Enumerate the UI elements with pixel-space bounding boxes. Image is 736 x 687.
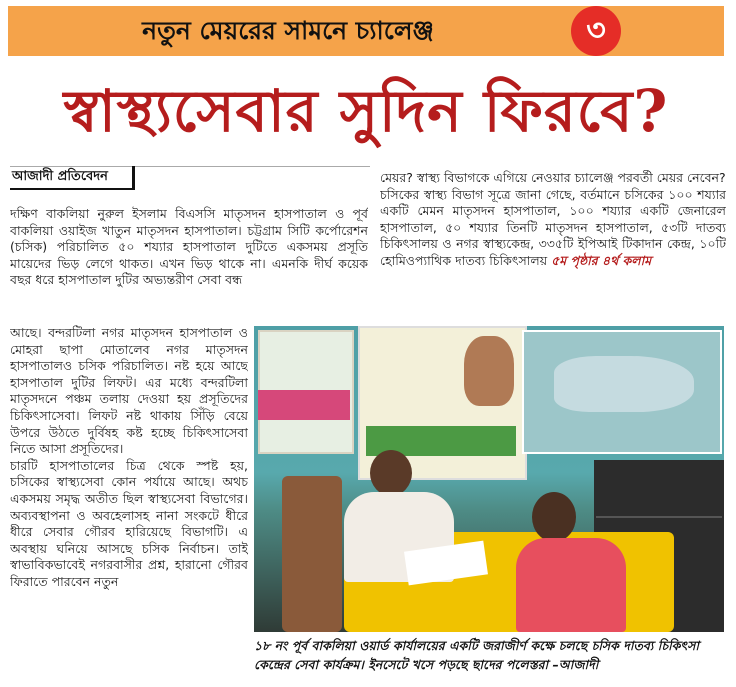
news-photo — [254, 326, 724, 632]
article-paragraph: মেয়র? স্বাস্থ্য বিভাগকে এগিয়ে নেওয়ার চ্যালেঞ্জ পরবর্তী মেয়র নেবেন? — [380, 170, 726, 185]
poster-portrait — [464, 336, 514, 406]
article-paragraph: আছে। বন্দরটিলা নগর মাতৃসদন হাসপাতাল ও মোহরা ছাপা মোতালেব নগর মাতৃসদন হাসপাতালও চসিক পরিচালিত। নষ্ট হয়ে আছে হাসপাতাল দুটির লিফট। এর মধ্যে বন্দরটিলা মাতৃসদনে পঞ্চম তলায় দেওয়া হয় প্রসূতিদের চিকিৎসাসেবা। লিফট নষ্ট থাকায় সিঁড়ি বেয়ে উপরে উঠতে দুর্বিষহ কষ্ট হচ্ছে চিকিৎসাসেবা নিতে আসা প্রসূতিদের। — [10, 325, 248, 457]
continuation-link[interactable]: ৫ম পৃষ্ঠার ৪র্থ কলাম — [551, 252, 652, 268]
byline: আজাদী প্রতিবেদন — [10, 166, 135, 190]
article-paragraph: চারটি হাসপাতালের চিত্র থেকে স্পষ্ট হয়, চসিকের স্বাস্থ্যসেবা কোন পর্যায়ে আছে। অথচ একসময় সমৃদ্ধ অতীত ছিল স্বাস্থ্যসেবা বিভাগের। অব্যবস্থাপনা ও অবহেলাসহ নানা সংকটে ধীরে ধীরে সেবার গৌরব হারিয়েছে বিভাগটি। এ অবস্থায় ঘনিয়ে আসছে চসিক নির্বাচন। তাই স্বাভাবিকভাবেই নগরবাসীর প্রশ্ন, হারানো গৌরব ফিরাতে পারবেন নতুন — [10, 457, 248, 589]
cabinet-drawer — [596, 516, 722, 518]
article-column-left-bottom — [10, 325, 248, 683]
photo-caption: ১৮ নং পূর্ব বাকলিয়া ওয়ার্ড কার্যালয়ের একটি জরাজীর্ণ কক্ষে চলছে চসিক দাতব্য চিকিৎসা কেন্দ্রের সেবা কার্যক্রম। ইনসেটে খসে পড়ছে ছাদের পলেস্তরা –আজাদী — [254, 638, 699, 672]
article-paragraph — [380, 187, 726, 270]
wall-poster-band — [258, 390, 350, 420]
page-headline: স্বাস্থ্যসেবার সুদিন ফিরবে? — [63, 77, 669, 145]
article-column-right — [380, 170, 726, 320]
series-number-badge: ৩ — [571, 6, 621, 56]
patient-body — [516, 538, 626, 632]
patient-head — [532, 492, 576, 542]
article-paragraph: দক্ষিণ বাকলিয়া নুরুল ইসলাম বিএসসি মাতৃসদন হাসপাতাল ও পূর্ব বাকলিয়া ওয়াইজ খাতুন মাতৃসদন হাসপাতাল। চট্টগ্রাম সিটি কর্পোরেশন (চসিক) পরিচালিত ৫০ শয্যার হাসপাতাল দুটিতে একসময় প্রসূতি মায়েদের ভিড় লেগে থাকত। এখন ভিড় থাকে না। এমনকি দীর্ঘ কয়েক বছর ধরে হাসপাতাল দুটির অভ্যন্তরীণ সেবা বন্ধ — [10, 206, 368, 288]
doctor-head — [370, 450, 412, 496]
series-banner — [8, 6, 724, 56]
ceiling-damage — [554, 356, 694, 412]
series-title: নতুন মেয়রের সামনে চ্যালেঞ্জ — [142, 16, 434, 45]
article-column-left-top — [10, 206, 368, 324]
article-text: চসিকের স্বাস্থ্য বিভাগ সূত্রে জানা গেছে, বর্তমানে চসিকের ১০০ শয্যার একটি মেমন মাতৃসদন হাসপাতাল, ১০০ শয্যার একটি জেনারেল হাসপাতাল, ৫০ শয্যার তিনটি মাতৃসদন হাসপাতাল, ৫৩টি দাতব্য চিকিৎসালয় ও নগর স্বাস্থ্যকেন্দ্র, ৩৩৫টি ইপিআই টিকাদান কেন্দ্র, ১০টি হোমিওপ্যাথিক দাতব্য চিকিৎসালয় — [380, 186, 726, 268]
chair — [282, 476, 342, 632]
